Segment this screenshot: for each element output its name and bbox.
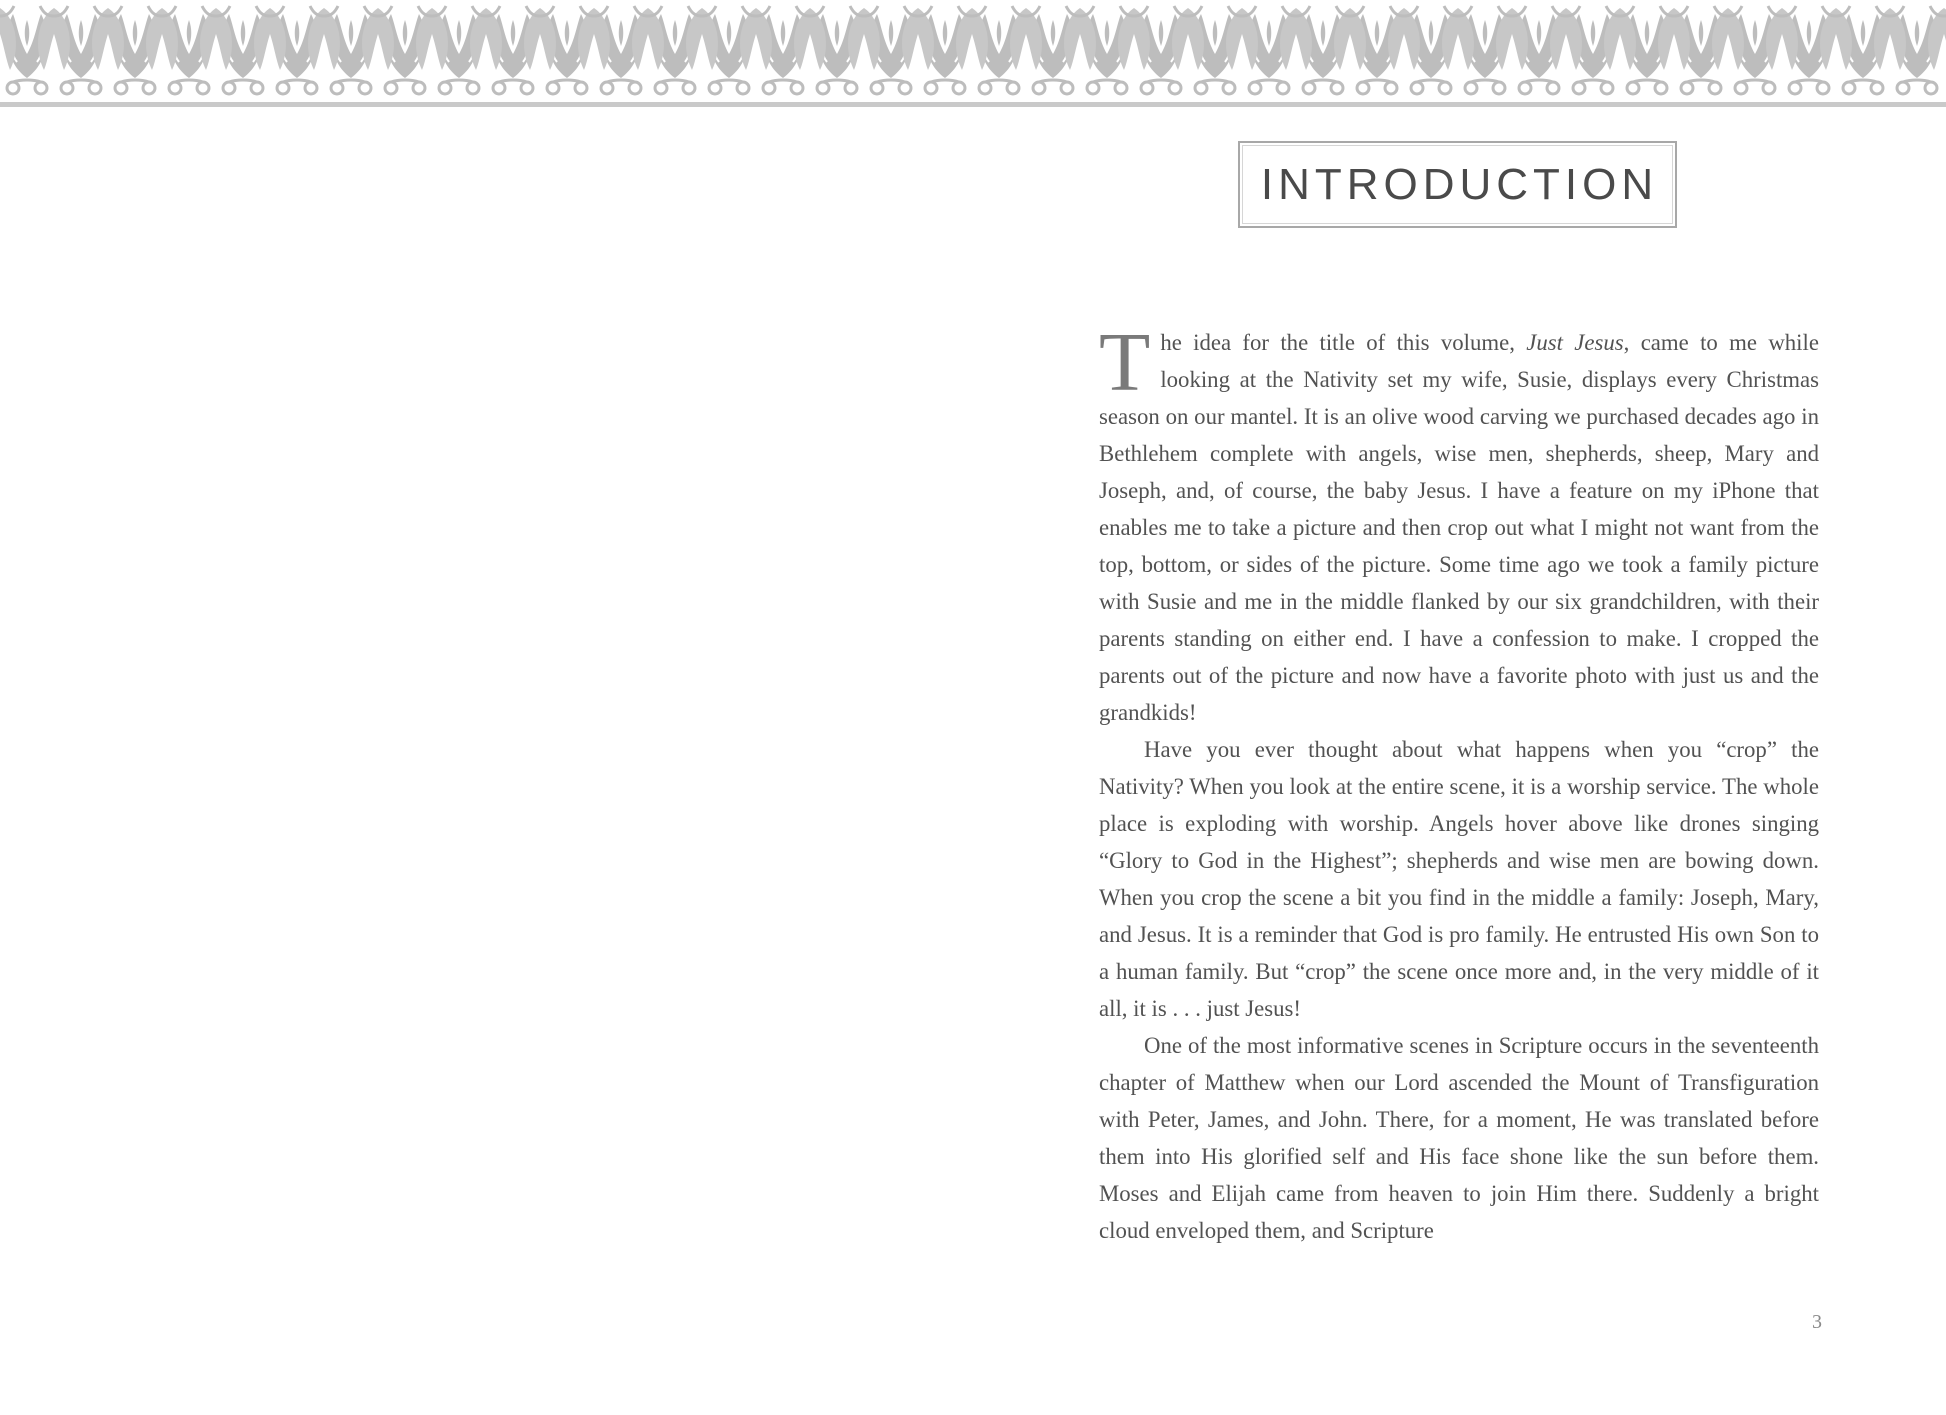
paragraph-1 [1099, 316, 1819, 731]
drop-cap: T [1099, 316, 1151, 409]
paragraph-2: Have you ever thought about what happens when you “crop” the Nativity? When you look at the entire scene, it is a worship service. The whole place is exploding with worship. Angels hover above like drones singing “Glory to God in the Highest”; shepherds and wise men are bowing down. When you crop the scene a bit you find in the middle a family: Joseph, Mary, and Jesus. It is a reminder that God is pro family. He entrusted His own Son to a human family. But “crop” the scene once more and, in the very middle of it all, it is . . . just Jesus! [1099, 737, 1819, 1021]
palmette-border-icon [0, 0, 1946, 103]
chapter-title: INTRODUCTION [1260, 159, 1659, 209]
chapter-title-frame [1238, 141, 1677, 228]
body-text [1099, 316, 1819, 1249]
book-title-italic: Just Jesus [1526, 330, 1624, 355]
paragraph-1-lead: he idea for the title of this volume, [1160, 330, 1527, 355]
paragraph-1-rest: , came to me while looking at the Nativity set my wife, Susie, displays every Christmas season on our mantel. It is an olive wood carving we purchased decades ago in Bethlehem complete with angels, wise men, shepherds, sheep, Mary and Joseph, and, of course, the baby Jesus. I have a feature on my iPhone that enables me to take a picture and then crop out what I might not want from the top, bottom, or sides of the picture. Some time ago we took a family picture with Susie and me in the middle flanked by our six grandchildren, with their parents standing on either end. I have a confession to make. I cropped the parents out of the picture and now have a favorite photo with just us and the grandkids! [1099, 330, 1819, 725]
page-number: 3 [1812, 1311, 1822, 1333]
paragraph-3: One of the most informative scenes in Scripture occurs in the seventeenth chapter of Matthew when our Lord ascended the Mount of Transfiguration with Peter, James, and John. There, for a moment, He was translated before them into His glorified self and His face shone like the sun before them. Moses and Elijah came from heaven to join Him there. Suddenly a bright cloud enveloped them, and Scripture [1099, 1033, 1819, 1243]
header-rule [0, 102, 1946, 107]
